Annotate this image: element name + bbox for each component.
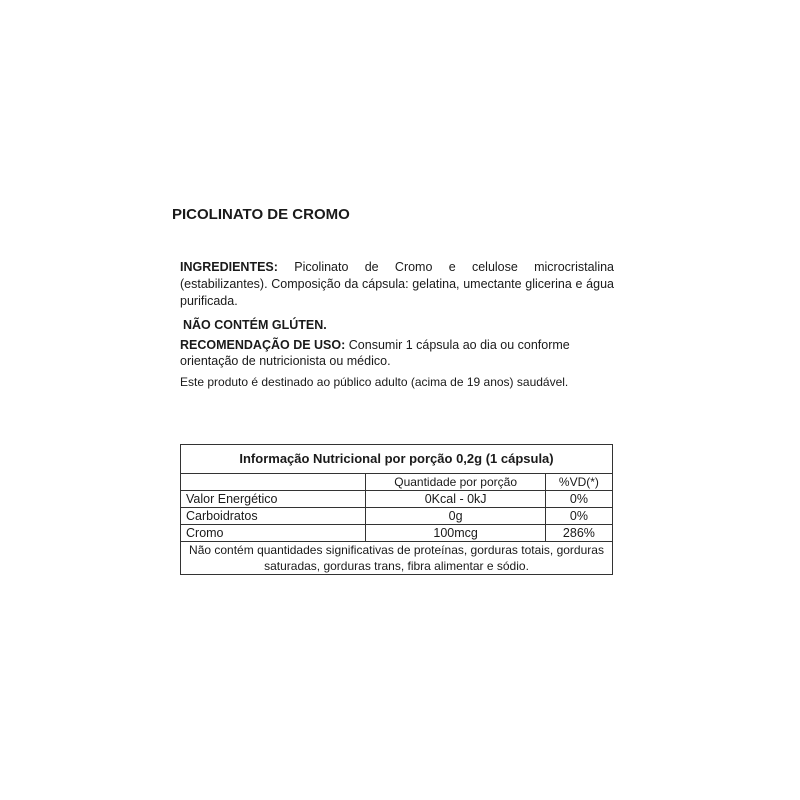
column-header-quantity: Quantidade por porção <box>366 474 545 491</box>
product-title: PICOLINATO DE CROMO <box>172 206 350 223</box>
table-row <box>181 508 613 525</box>
nutrient-name: Carboidratos <box>181 508 366 525</box>
nutrient-name: Cromo <box>181 525 366 542</box>
column-header-empty <box>181 474 366 491</box>
nutrient-vd: 286% <box>545 525 612 542</box>
ingredients-text: Picolinato de Cromo e celulose microcristalina (estabilizantes). Composição da cápsula: gelatina, umectante glicerina e água purificada. <box>180 260 614 308</box>
nutrition-header: Informação Nutricional por porção 0,2g (1 cápsula) <box>181 445 613 474</box>
recommendation-label: RECOMENDAÇÃO DE USO: <box>180 338 346 352</box>
ingredients-label: INGREDIENTES: <box>180 260 278 274</box>
nutrient-quantity: 0g <box>366 508 545 525</box>
column-header-vd: %VD(*) <box>545 474 612 491</box>
nutrition-header-row <box>181 445 613 474</box>
ingredients-paragraph <box>180 259 614 310</box>
nutrition-column-header-row <box>181 474 613 491</box>
nutrient-vd: 0% <box>545 491 612 508</box>
audience-notice: Este produto é destinado ao público adulto (acima de 19 anos) saudável. <box>180 375 569 389</box>
nutrient-name: Valor Energético <box>181 491 366 508</box>
nutrient-vd: 0% <box>545 508 612 525</box>
nutrient-quantity: 0Kcal - 0kJ <box>366 491 545 508</box>
recommendation-paragraph <box>180 337 614 369</box>
gluten-notice: NÃO CONTÉM GLÚTEN. <box>183 318 327 332</box>
nutrition-footnote: Não contém quantidades significativas de proteínas, gorduras totais, gorduras saturadas, gorduras trans, fibra alimentar e sódio. <box>181 542 613 575</box>
table-row <box>181 525 613 542</box>
nutrient-quantity: 100mcg <box>366 525 545 542</box>
nutrition-table <box>180 444 613 575</box>
nutrition-footnote-row <box>181 542 613 575</box>
recommendation-text: Consumir 1 cápsula ao dia ou conforme orientação de nutricionista ou médico. <box>180 338 570 368</box>
table-row <box>181 491 613 508</box>
